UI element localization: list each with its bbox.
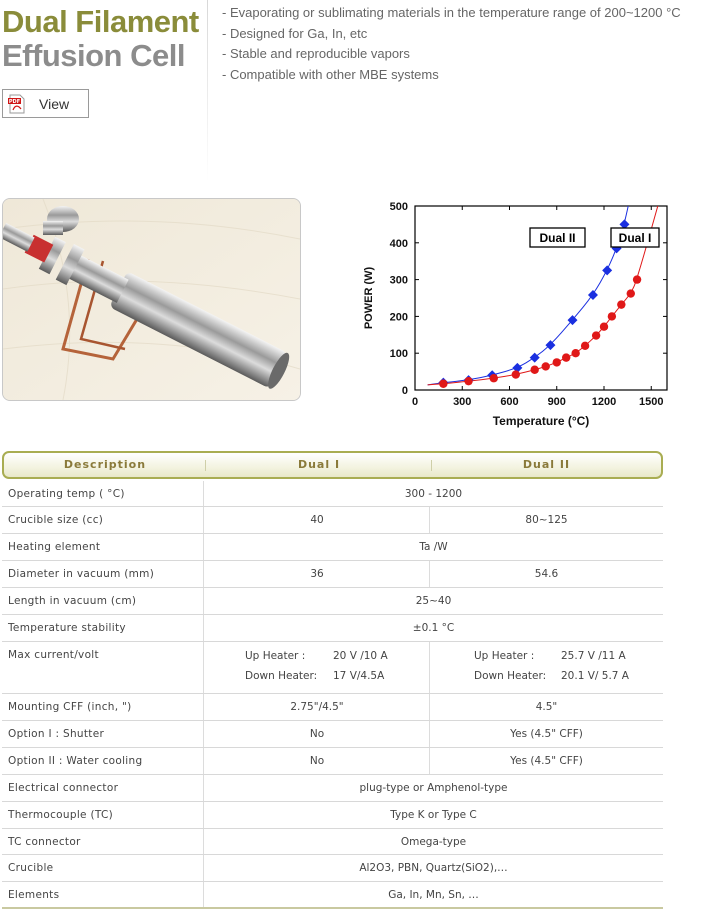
dual2-value: Yes (4.5" CFF)	[510, 755, 583, 767]
power-vs-temperature-chart	[360, 196, 672, 434]
data-point-circle	[627, 289, 635, 297]
row-label: Length in vacuum (cm)	[8, 595, 137, 607]
dual1-up-value: 20 V /10 A	[333, 650, 388, 662]
table-row	[2, 721, 663, 748]
row-label: Elements	[8, 889, 60, 901]
row-label: Electrical connector	[8, 782, 119, 794]
dual2-down-label: Down Heater:	[474, 670, 547, 682]
row-label: Max current/volt	[8, 649, 99, 661]
y-tick-label: 0	[401, 385, 408, 397]
table-row	[2, 748, 663, 775]
y-axis-label: POWER (W)	[363, 266, 375, 330]
view-button-label: View	[39, 96, 70, 112]
dual2-value: 54.6	[534, 568, 559, 580]
table-row	[2, 855, 663, 882]
row-value: Type K or Type C	[390, 809, 477, 821]
table-row	[2, 775, 663, 802]
data-point-circle	[571, 349, 579, 357]
feature-item: - Designed for Ga, In, etc	[222, 25, 368, 41]
data-point-circle	[617, 300, 625, 308]
row-label: Crucible size (cc)	[8, 514, 104, 526]
row-value: plug-type or Amphenol-type	[359, 782, 508, 794]
header-description: Description	[63, 458, 147, 471]
data-point-circle	[490, 374, 498, 382]
y-tick-label: 300	[389, 274, 408, 287]
y-tick-label: 500	[389, 201, 408, 213]
y-tick-label: 200	[389, 311, 408, 324]
x-tick-label: 300	[453, 396, 472, 408]
x-tick-label: 1200	[591, 396, 617, 408]
header-dual2: Dual II	[522, 458, 571, 471]
dual1-value: No	[309, 728, 325, 740]
spec-table-header	[2, 451, 663, 479]
data-point-circle	[553, 358, 561, 366]
data-point-circle	[512, 370, 520, 378]
row-value: Ta /W	[419, 541, 448, 553]
row-label: Mounting CFF (inch, ")	[8, 701, 132, 713]
table-row	[2, 694, 663, 721]
pdf-icon	[7, 94, 27, 114]
dual2-down-value: 20.1 V/ 5.7 A	[561, 670, 629, 682]
row-value: Ga, In, Mn, Sn, …	[388, 889, 479, 901]
table-row	[2, 561, 663, 588]
table-row	[2, 588, 663, 615]
row-label: Heating element	[8, 541, 101, 553]
y-tick-label: 100	[389, 348, 408, 361]
y-tick-label: 400	[389, 237, 408, 250]
dual2-up-label: Up Heater :	[474, 650, 535, 662]
feature-item: - Compatible with other MBE systems	[222, 66, 439, 82]
row-label: Temperature stability	[8, 622, 126, 634]
row-value: Al2O3, PBN, Quartz(SiO2),…	[359, 862, 508, 874]
product-title-line2: Effusion Cell	[2, 38, 185, 73]
view-pdf-button[interactable]	[2, 89, 89, 118]
pdf-icon-text: PDF	[8, 99, 21, 105]
feature-item: - Evaporating or sublimating materials in the temperature range of 200~1200 °C	[222, 5, 681, 20]
data-point-circle	[633, 275, 641, 283]
data-point-circle	[592, 331, 600, 339]
dual2-value: 80~125	[525, 514, 568, 526]
data-point-circle	[464, 377, 472, 385]
x-tick-label: 900	[547, 396, 566, 408]
product-photo	[2, 198, 301, 401]
table-row	[2, 534, 663, 561]
row-label: Crucible	[8, 862, 54, 874]
dual1-value: 2.75"/4.5"	[290, 701, 344, 713]
row-label: Option I : Shutter	[8, 728, 105, 740]
dual2-up-value: 25.7 V /11 A	[561, 650, 626, 662]
dual2-value: Yes (4.5" CFF)	[510, 728, 583, 740]
row-value: 25~40	[415, 595, 452, 607]
row-label: Operating temp ( °C)	[8, 488, 125, 500]
legend-label: Dual II	[539, 231, 576, 245]
data-point-circle	[439, 380, 447, 388]
legend-label: Dual I	[618, 231, 652, 245]
product-title-line1: Dual Filament	[2, 4, 199, 39]
column-separator	[203, 642, 204, 693]
row-value: Omega-type	[400, 836, 467, 848]
data-point-circle	[531, 366, 539, 374]
dual1-value: 36	[310, 568, 324, 580]
x-tick-label: 0	[411, 396, 419, 408]
table-row	[2, 507, 663, 534]
dual1-up-label: Up Heater :	[245, 650, 306, 662]
row-value: 300 - 1200	[404, 488, 463, 500]
row-label: Thermocouple (TC)	[8, 809, 113, 821]
dual1-down-label: Down Heater:	[245, 670, 318, 682]
row-value: ±0.1 °C	[412, 622, 455, 634]
table-row	[2, 829, 663, 855]
table-row	[2, 802, 663, 829]
data-point-circle	[581, 342, 589, 350]
row-label: Option II : Water cooling	[8, 755, 143, 767]
data-point-circle	[542, 362, 550, 370]
row-label: Diameter in vacuum (mm)	[8, 568, 155, 580]
data-point-circle	[600, 323, 608, 331]
dual1-value: No	[309, 755, 325, 767]
feature-item: - Stable and reproducible vapors	[222, 46, 410, 61]
data-point-circle	[608, 312, 616, 320]
table-row	[2, 642, 663, 694]
header-divider	[207, 0, 208, 182]
dual1-down-value: 17 V/4.5A	[333, 670, 385, 682]
row-label: TC connector	[8, 836, 81, 848]
table-row	[2, 481, 663, 507]
spec-table	[2, 481, 663, 909]
feature-list	[222, 3, 681, 85]
effusion-cell-photo	[3, 199, 300, 400]
data-point-circle	[562, 353, 570, 361]
header-dual1: Dual I	[297, 458, 341, 471]
dual2-value: 4.5"	[535, 701, 558, 713]
table-row	[2, 615, 663, 642]
dual1-value: 40	[310, 514, 324, 526]
x-axis-label: Temperature (°C)	[492, 414, 590, 428]
x-tick-label: 1500	[639, 396, 664, 408]
x-tick-label: 600	[500, 396, 519, 408]
column-separator	[429, 642, 430, 693]
